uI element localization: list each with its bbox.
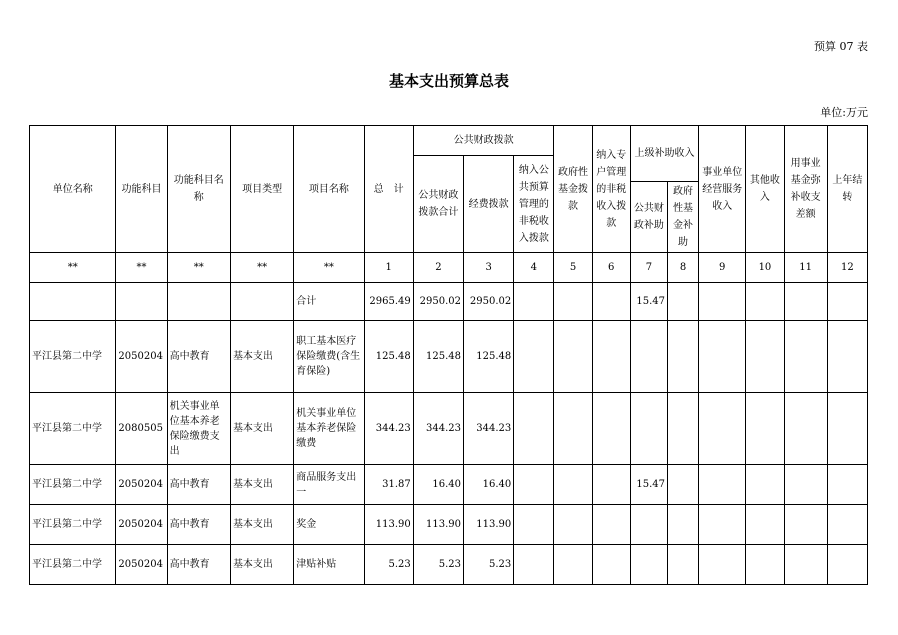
empty-cell xyxy=(827,283,867,321)
empty-cell xyxy=(554,321,592,393)
cell-funds: 113.90 xyxy=(464,505,514,545)
col-header-proj-type: 项目类型 xyxy=(230,126,293,253)
cell-pub-total: 125.48 xyxy=(413,321,463,393)
cell-type xyxy=(230,283,293,321)
cell-funds: 16.40 xyxy=(464,465,514,505)
index-cell: 5 xyxy=(554,253,592,283)
empty-cell xyxy=(514,505,554,545)
cell-pname: 机关事业单位基本养老保险缴费 xyxy=(294,393,364,465)
col-header-superior-public: 公共财政补助 xyxy=(630,182,667,253)
empty-cell xyxy=(699,545,746,585)
cell-unit: 平江县第二中学 xyxy=(30,465,116,505)
index-cell: 1 xyxy=(364,253,413,283)
index-cell: 9 xyxy=(699,253,746,283)
cell-type: 基本支出 xyxy=(230,465,293,505)
cell-total: 344.23 xyxy=(364,393,413,465)
cell-code xyxy=(116,283,167,321)
empty-cell xyxy=(667,283,698,321)
empty-cell xyxy=(514,393,554,465)
empty-cell xyxy=(746,545,784,585)
cell-pname: 奖金 xyxy=(294,505,364,545)
empty-cell xyxy=(784,505,827,545)
empty-cell xyxy=(554,545,592,585)
col-header-funds: 经费拨款 xyxy=(464,156,514,253)
cell-type: 基本支出 xyxy=(230,505,293,545)
col-header-carryover: 上年结转 xyxy=(827,126,867,253)
col-header-total: 总 计 xyxy=(364,126,413,253)
cell-fname: 高中教育 xyxy=(167,545,230,585)
empty-cell xyxy=(514,283,554,321)
cell-funds: 2950.02 xyxy=(464,283,514,321)
index-cell: 2 xyxy=(413,253,463,283)
cell-total: 125.48 xyxy=(364,321,413,393)
index-cell: ** xyxy=(30,253,116,283)
empty-cell xyxy=(784,545,827,585)
col-header-public-fin: 公共财政拨款 xyxy=(413,126,554,156)
index-cell: 10 xyxy=(746,253,784,283)
empty-cell xyxy=(592,545,630,585)
empty-cell xyxy=(827,545,867,585)
unit-label: 单位:万元 xyxy=(820,106,868,119)
cell-unit: 平江县第二中学 xyxy=(30,393,116,465)
empty-cell xyxy=(514,465,554,505)
cell-type: 基本支出 xyxy=(230,545,293,585)
col-header-gov-fund: 政府性基金拨款 xyxy=(554,126,592,253)
empty-cell xyxy=(746,505,784,545)
index-cell: ** xyxy=(167,253,230,283)
cell-funds: 125.48 xyxy=(464,321,514,393)
cell-code: 2080505 xyxy=(116,393,167,465)
cell-unit: 平江县第二中学 xyxy=(30,321,116,393)
cell-superior-public xyxy=(630,545,667,585)
empty-cell xyxy=(746,465,784,505)
empty-cell xyxy=(667,545,698,585)
empty-cell xyxy=(592,283,630,321)
cell-superior-public xyxy=(630,393,667,465)
empty-cell xyxy=(699,465,746,505)
cell-type: 基本支出 xyxy=(230,393,293,465)
empty-cell xyxy=(667,505,698,545)
empty-cell xyxy=(827,505,867,545)
index-row xyxy=(30,253,868,283)
empty-cell xyxy=(554,465,592,505)
cell-superior-public: 15.47 xyxy=(630,465,667,505)
col-header-superior-gov: 政府性基金补助 xyxy=(667,182,698,253)
col-header-nontax-budget: 纳入公共预算管理的非税收入拨款 xyxy=(514,156,554,253)
cell-fname: 高中教育 xyxy=(167,465,230,505)
empty-cell xyxy=(667,321,698,393)
col-header-business: 事业单位经营服务收入 xyxy=(699,126,746,253)
cell-pname: 职工基本医疗保险缴费(含生育保险) xyxy=(294,321,364,393)
cell-unit xyxy=(30,283,116,321)
empty-cell xyxy=(784,393,827,465)
cell-unit: 平江县第二中学 xyxy=(30,505,116,545)
empty-cell xyxy=(827,321,867,393)
col-header-public-fin-total: 公共财政拨款合计 xyxy=(413,156,463,253)
col-header-func-name: 功能科目名称 xyxy=(167,126,230,253)
cell-pub-total: 2950.02 xyxy=(413,283,463,321)
index-cell: 7 xyxy=(630,253,667,283)
empty-cell xyxy=(592,393,630,465)
empty-cell xyxy=(592,321,630,393)
cell-type: 基本支出 xyxy=(230,321,293,393)
cell-code: 2050204 xyxy=(116,545,167,585)
empty-cell xyxy=(699,321,746,393)
col-header-func-code: 功能科目 xyxy=(116,126,167,253)
cell-fname xyxy=(167,283,230,321)
cell-funds: 344.23 xyxy=(464,393,514,465)
cell-superior-public xyxy=(630,321,667,393)
index-cell: 8 xyxy=(667,253,698,283)
empty-cell xyxy=(592,505,630,545)
empty-cell xyxy=(699,505,746,545)
cell-fname: 机关事业单位基本养老保险缴费支出 xyxy=(167,393,230,465)
table-row xyxy=(30,545,868,585)
cell-code: 2050204 xyxy=(116,465,167,505)
table-code: 预算 07 表 xyxy=(814,40,868,53)
empty-cell xyxy=(699,283,746,321)
cell-pub-total: 5.23 xyxy=(413,545,463,585)
cell-total: 31.87 xyxy=(364,465,413,505)
empty-cell xyxy=(514,321,554,393)
index-cell: ** xyxy=(294,253,364,283)
empty-cell xyxy=(667,393,698,465)
cell-pub-total: 344.23 xyxy=(413,393,463,465)
cell-pname: 合计 xyxy=(294,283,364,321)
index-cell: 6 xyxy=(592,253,630,283)
table-row xyxy=(30,321,868,393)
index-cell: ** xyxy=(116,253,167,283)
cell-funds: 5.23 xyxy=(464,545,514,585)
empty-cell xyxy=(514,545,554,585)
cell-superior-public: 15.47 xyxy=(630,283,667,321)
empty-cell xyxy=(784,465,827,505)
col-header-nontax-special: 纳入专户管理的非税收入拨款 xyxy=(592,126,630,253)
empty-cell xyxy=(699,393,746,465)
empty-cell xyxy=(746,283,784,321)
col-header-superior: 上级补助收入 xyxy=(630,126,698,182)
col-header-unit-name: 单位名称 xyxy=(30,126,116,253)
index-cell: 12 xyxy=(827,253,867,283)
col-header-proj-name: 项目名称 xyxy=(294,126,364,253)
col-header-other: 其他收入 xyxy=(746,126,784,253)
empty-cell xyxy=(784,283,827,321)
cell-pname: 商品服务支出一 xyxy=(294,465,364,505)
cell-total: 5.23 xyxy=(364,545,413,585)
empty-cell xyxy=(827,393,867,465)
index-cell: 11 xyxy=(784,253,827,283)
cell-total: 2965.49 xyxy=(364,283,413,321)
cell-superior-public xyxy=(630,505,667,545)
cell-pub-total: 16.40 xyxy=(413,465,463,505)
empty-cell xyxy=(592,465,630,505)
empty-cell xyxy=(554,283,592,321)
table-row xyxy=(30,505,868,545)
cell-unit: 平江县第二中学 xyxy=(30,545,116,585)
index-cell: 3 xyxy=(464,253,514,283)
col-header-fund-balance: 用事业基金弥补收支差额 xyxy=(784,126,827,253)
cell-pname: 津贴补贴 xyxy=(294,545,364,585)
cell-pub-total: 113.90 xyxy=(413,505,463,545)
cell-total: 113.90 xyxy=(364,505,413,545)
empty-cell xyxy=(554,505,592,545)
empty-cell xyxy=(827,465,867,505)
table-row xyxy=(30,283,868,321)
empty-cell xyxy=(746,321,784,393)
table-row xyxy=(30,393,868,465)
page-title: 基本支出预算总表 xyxy=(388,72,509,90)
cell-fname: 高中教育 xyxy=(167,321,230,393)
empty-cell xyxy=(746,393,784,465)
budget-table xyxy=(29,125,868,585)
cell-code: 2050204 xyxy=(116,505,167,545)
empty-cell xyxy=(784,321,827,393)
table-row xyxy=(30,465,868,505)
index-cell: ** xyxy=(230,253,293,283)
empty-cell xyxy=(667,465,698,505)
empty-cell xyxy=(554,393,592,465)
cell-fname: 高中教育 xyxy=(167,505,230,545)
index-cell: 4 xyxy=(514,253,554,283)
cell-code: 2050204 xyxy=(116,321,167,393)
